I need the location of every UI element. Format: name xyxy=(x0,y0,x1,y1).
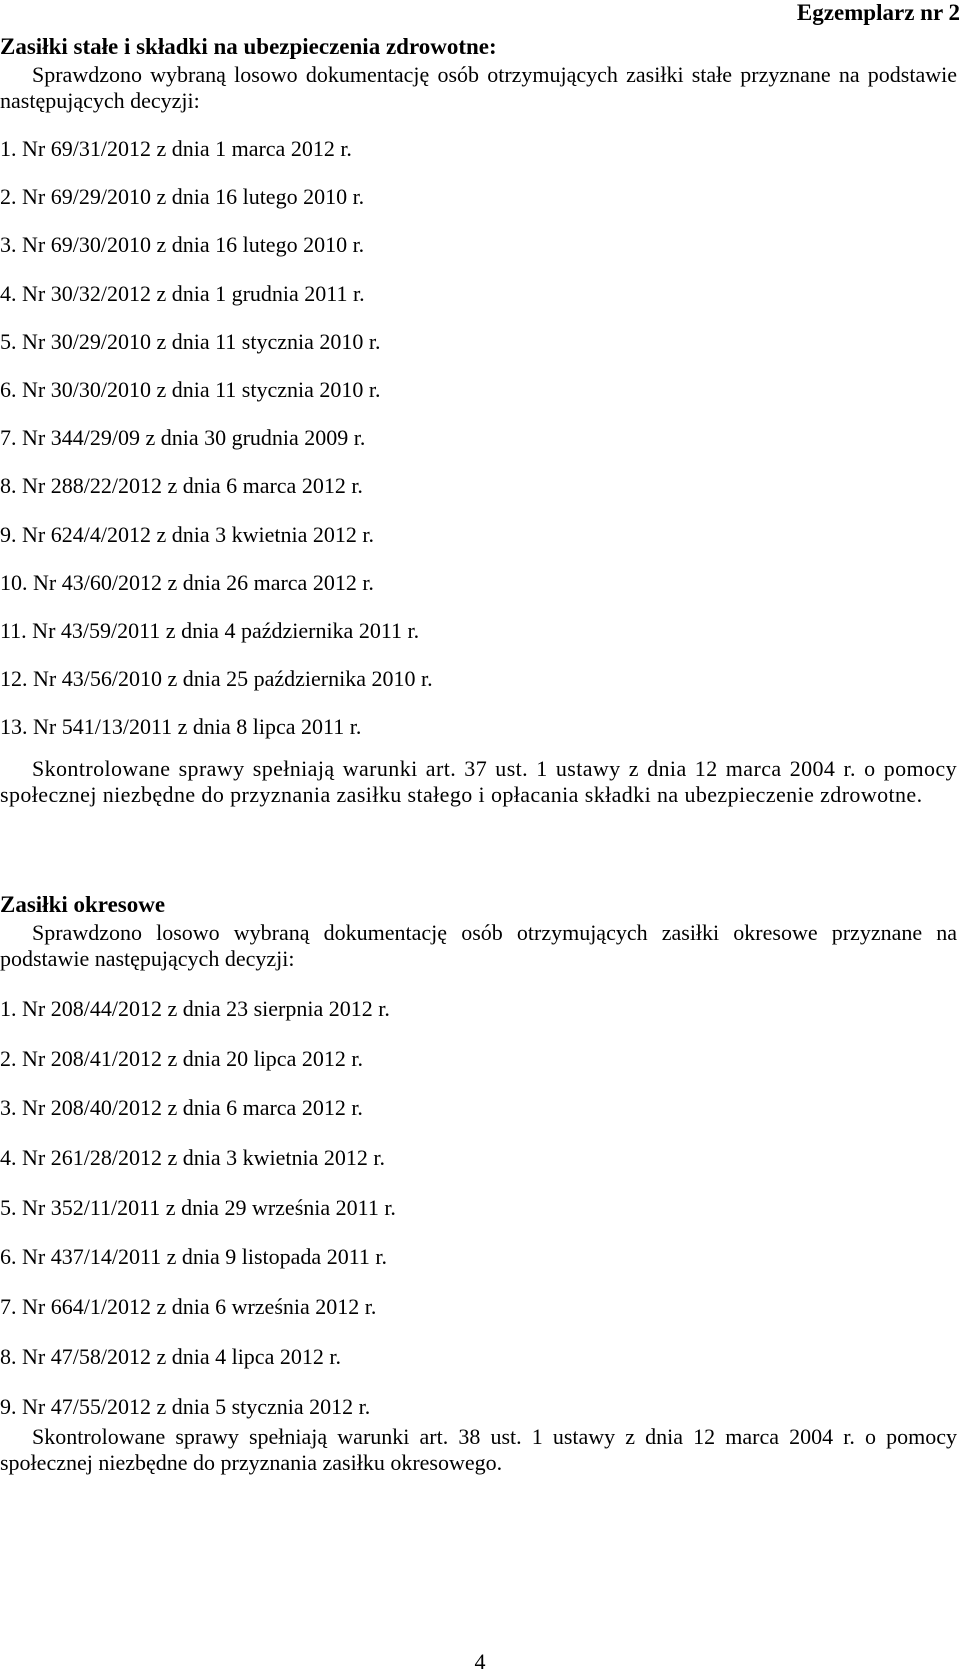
decision-list-permanent-benefits xyxy=(0,136,433,762)
decision-item: 9. Nr 47/55/2012 z dnia 5 stycznia 2012 r. xyxy=(0,1393,371,1419)
section-heading-permanent-benefits: Zasiłki stałe i składki na ubezpieczenia zdrowotne: xyxy=(0,34,497,59)
section-summary-paragraph xyxy=(0,756,957,808)
decision-item: 11. Nr 43/59/2011 z dnia 4 października 2011 r. xyxy=(0,617,420,643)
decision-item: 3. Nr 69/30/2010 z dnia 16 lutego 2010 r. xyxy=(0,232,365,258)
section-intro-paragraph xyxy=(0,920,957,972)
decision-item: 4. Nr 261/28/2012 z dnia 3 kwietnia 2012 r. xyxy=(0,1145,385,1171)
decision-item: 8. Nr 47/58/2012 z dnia 4 lipca 2012 r. xyxy=(0,1343,341,1369)
decision-item: 1. Nr 208/44/2012 z dnia 23 sierpnia 2012 r. xyxy=(0,996,390,1021)
decision-item: 8. Nr 288/22/2012 z dnia 6 marca 2012 r. xyxy=(0,473,363,499)
decision-item: 9. Nr 624/4/2012 z dnia 3 kwietnia 2012 r. xyxy=(0,521,374,547)
section-heading-periodic-benefits: Zasiłki okresowe xyxy=(0,892,166,917)
decision-item: 7. Nr 344/29/09 z dnia 30 grudnia 2009 r. xyxy=(0,425,366,451)
copy-number-label: Egzemplarz nr 2 xyxy=(796,0,960,25)
decision-item: 5. Nr 30/29/2010 z dnia 11 stycznia 2010 r. xyxy=(0,328,381,354)
decision-item: 7. Nr 664/1/2012 z dnia 6 września 2012 r. xyxy=(0,1294,377,1320)
decision-list-periodic-benefits xyxy=(0,996,396,1443)
decision-item: 2. Nr 208/41/2012 z dnia 20 lipca 2012 r. xyxy=(0,1045,363,1071)
paragraph-text: Skontrolowane sprawy spełniają warunki art. 38 ust. 1 ustawy z dnia 12 marca 2004 r. o pomocy społecznej niezbędne do przyznania zasiłku okresowego. xyxy=(0,1424,957,1475)
section-summary-paragraph xyxy=(0,1424,957,1476)
page-number: 4 xyxy=(474,1649,486,1674)
decision-item: 1. Nr 69/31/2012 z dnia 1 marca 2012 r. xyxy=(0,136,352,161)
decision-item: 12. Nr 43/56/2010 z dnia 25 października 2010 r. xyxy=(0,666,433,692)
section-intro-paragraph xyxy=(0,62,957,114)
decision-item: 3. Nr 208/40/2012 z dnia 6 marca 2012 r. xyxy=(0,1095,363,1121)
paragraph-text: Sprawdzono wybraną losowo dokumentację osób otrzymujących zasiłki stałe przyznane na podstawie następujących decyzji: xyxy=(0,62,957,113)
decision-item: 2. Nr 69/29/2010 z dnia 16 lutego 2010 r. xyxy=(0,184,365,210)
decision-item: 10. Nr 43/60/2012 z dnia 26 marca 2012 r. xyxy=(0,569,374,595)
decision-item: 4. Nr 30/32/2012 z dnia 1 grudnia 2011 r. xyxy=(0,280,365,306)
decision-item: 6. Nr 30/30/2010 z dnia 11 stycznia 2010 r. xyxy=(0,376,381,402)
decision-item: 13. Nr 541/13/2011 z dnia 8 lipca 2011 r. xyxy=(0,714,362,740)
paragraph-text: Skontrolowane sprawy spełniają warunki art. 37 ust. 1 ustawy z dnia 12 marca 2004 r. o pomocy społecznej niezbędne do przyznania zasiłku stałego i opłacania składki na ubezpieczenie zdrowotne. xyxy=(0,756,957,807)
decision-item: 6. Nr 437/14/2011 z dnia 9 listopada 2011 r. xyxy=(0,1244,387,1270)
paragraph-text: Sprawdzono losowo wybraną dokumentację osób otrzymujących zasiłki okresowe przyznane na podstawie następujących decyzji: xyxy=(0,920,957,971)
decision-item: 5. Nr 352/11/2011 z dnia 29 września 2011 r. xyxy=(0,1194,396,1220)
